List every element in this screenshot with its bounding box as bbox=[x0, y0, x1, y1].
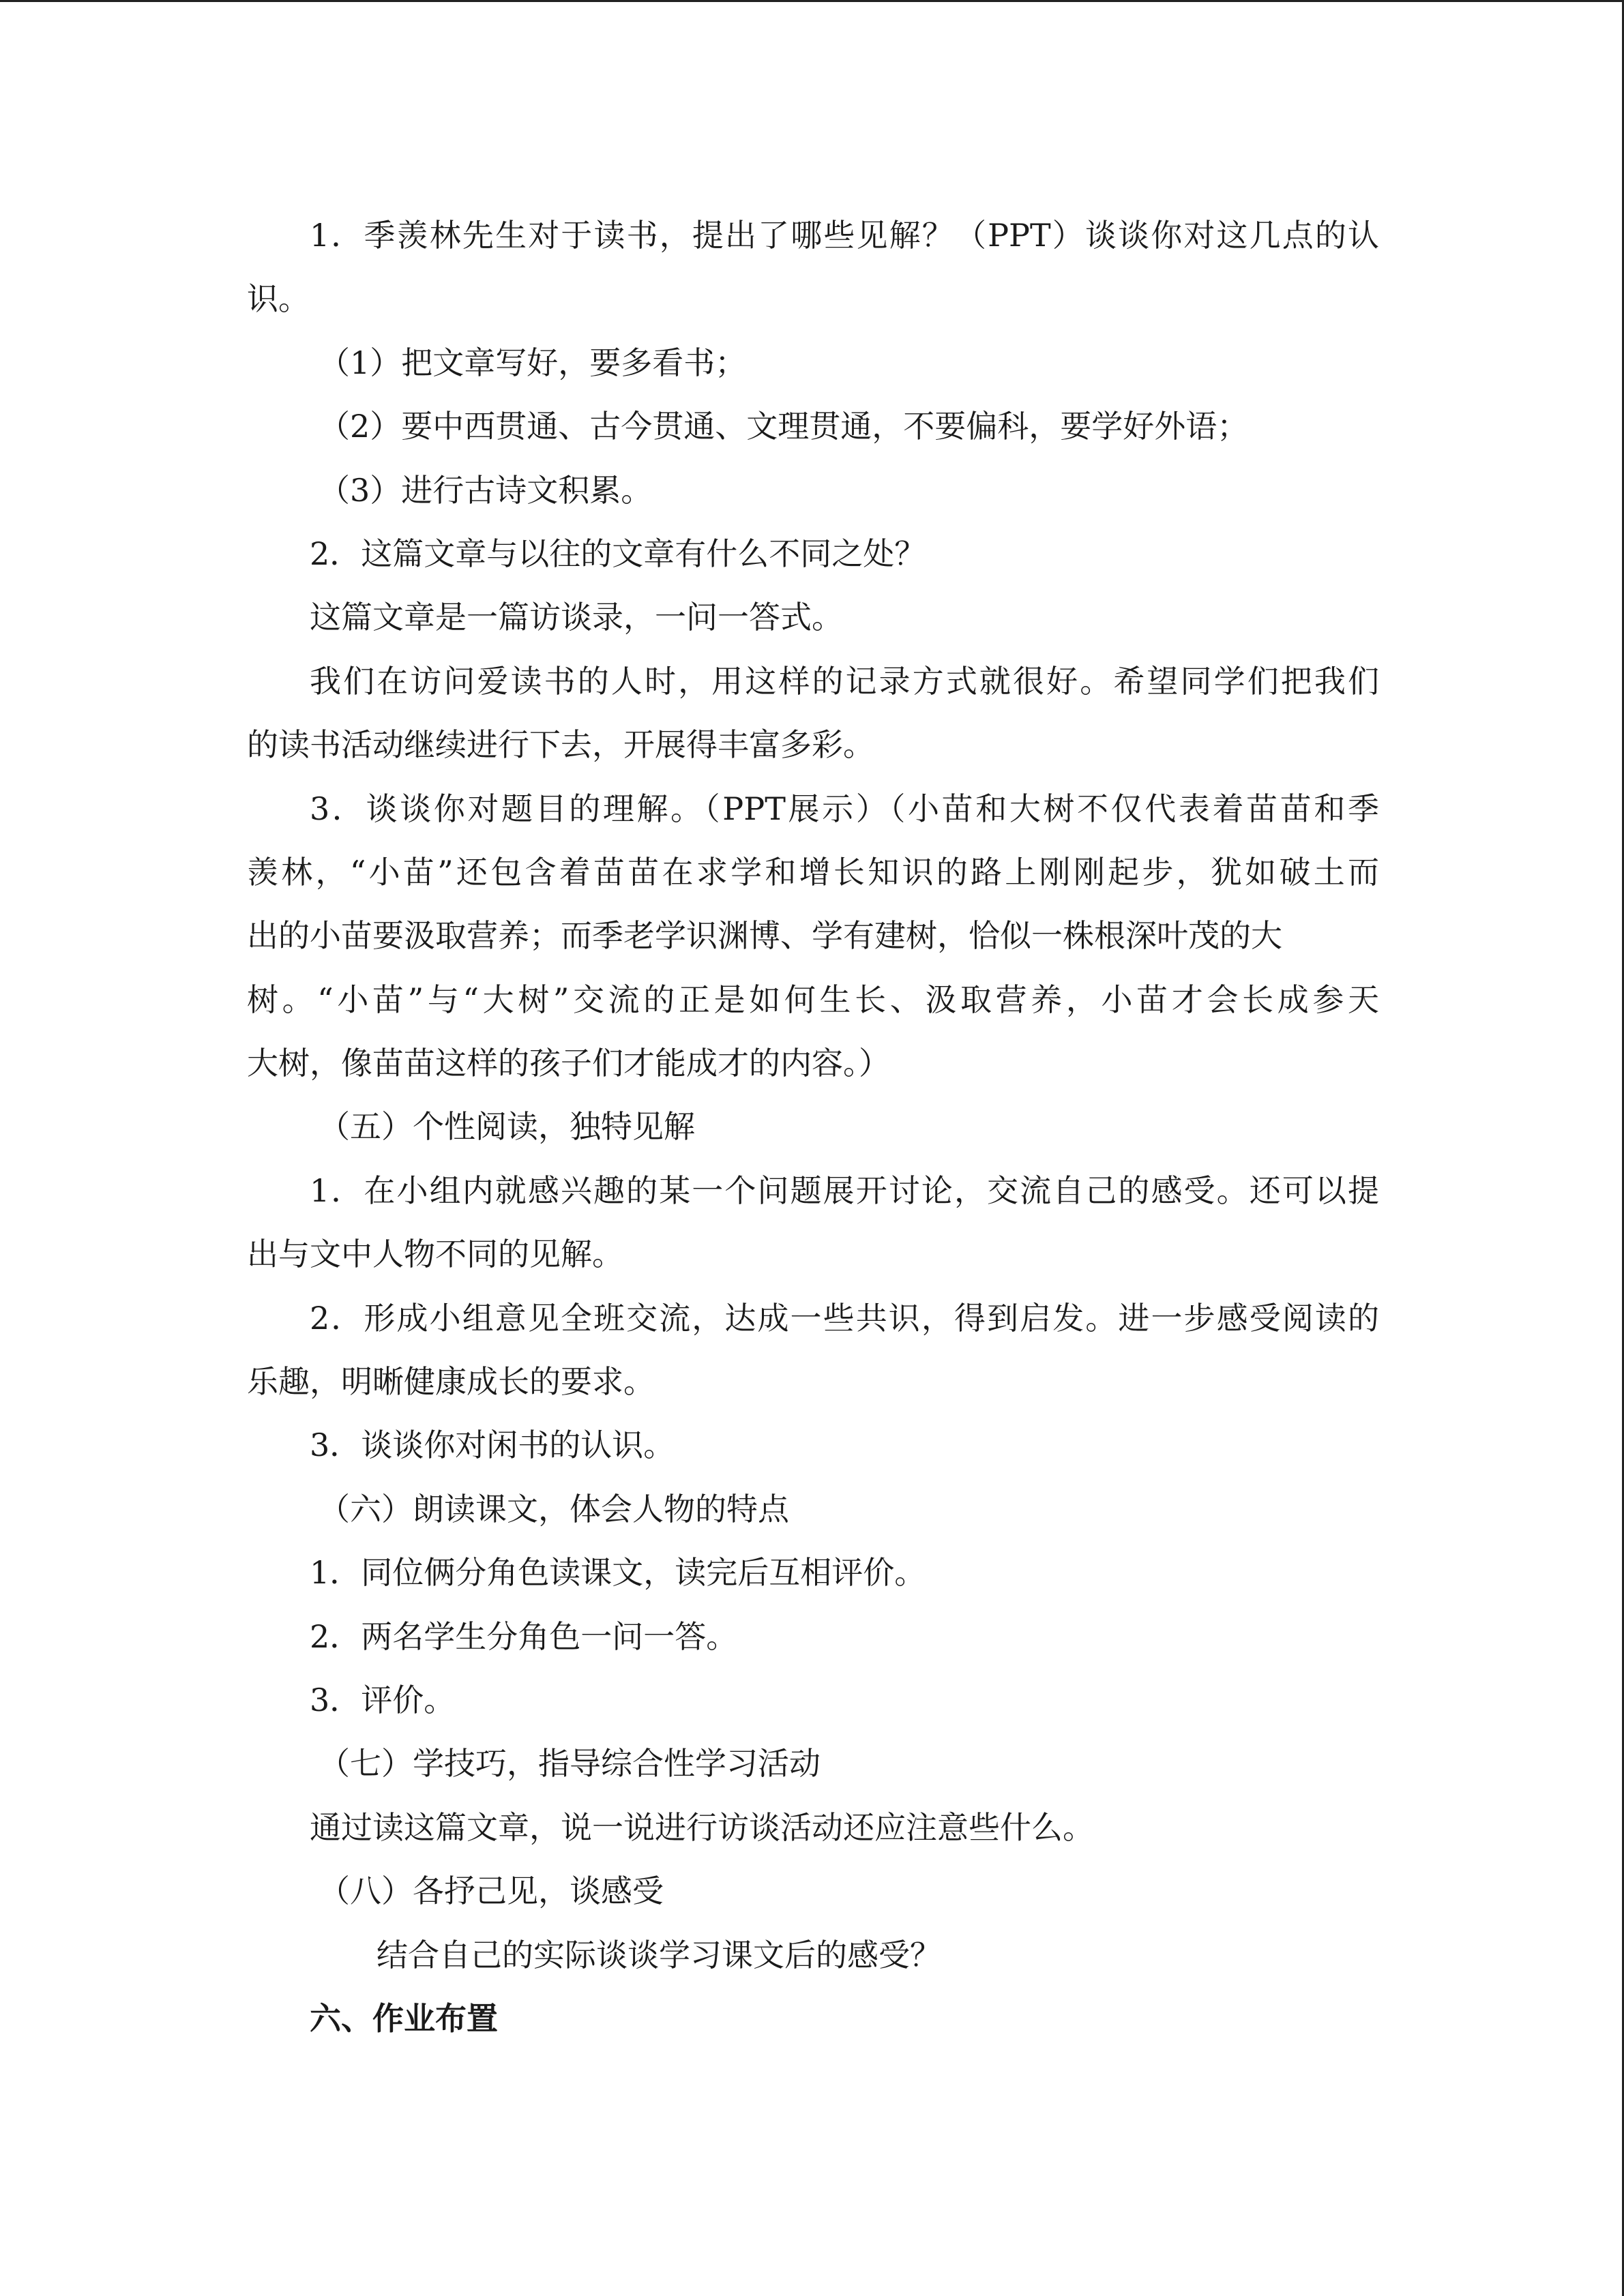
text-line: 这篇文章是一篇访谈录，一问一答式。 bbox=[310, 599, 843, 636]
text-line: 2．形成小组意见全班交流，达成一些共识，得到启发。进一步感受阅读的 bbox=[310, 1299, 1379, 1337]
text-line: 结合自己的实际谈谈学习课文后的感受？ bbox=[377, 1936, 941, 1973]
text-line: 2．两名学生分角色一问一答。 bbox=[310, 1617, 738, 1655]
document-body bbox=[247, 204, 1379, 2051]
text-line: 1．季羡林先生对于读书，提出了哪些见解？（PPT）谈谈你对这几点的认 bbox=[310, 217, 1379, 254]
text-line: 1．在小组内就感兴趣的某一个问题展开讨论，交流自己的感受。还可以提 bbox=[310, 1172, 1379, 1209]
text-line: 羡林，“小苗”还包含着苗苗在求学和增长知识的路上刚刚起步，犹如破土而 bbox=[247, 853, 1379, 891]
text-line: 出与文中人物不同的见解。 bbox=[247, 1236, 623, 1273]
text-line: （八）各抒己见，谈感受 bbox=[319, 1873, 664, 1910]
text-line: （七）学技巧，指导综合性学习活动 bbox=[319, 1745, 821, 1783]
section-heading: 六、作业布置 bbox=[310, 1999, 498, 2037]
text-line: （2）要中西贯通、古今贯通、文理贯通，不要偏科，要学好外语； bbox=[319, 408, 1249, 445]
text-line: 3．谈谈你对题目的理解。（PPT展示）（小苗和大树不仅代表着苗苗和季 bbox=[310, 790, 1379, 827]
text-line: 3．评价。 bbox=[310, 1681, 456, 1718]
text-line: （3）进行古诗文积累。 bbox=[319, 471, 653, 509]
text-line: （六）朗读课文，体会人物的特点 bbox=[319, 1490, 789, 1527]
text-line: 乐趣，明晰健康成长的要求。 bbox=[247, 1363, 655, 1401]
text-line: 树。“小苗”与“大树”交流的正是如何生长、汲取营养，小苗才会长成参天 bbox=[247, 981, 1379, 1018]
text-line: 3．谈谈你对闲书的认识。 bbox=[310, 1427, 675, 1464]
text-line: 的读书活动继续进行下去，开展得丰富多彩。 bbox=[247, 726, 874, 764]
text-line: 1．同位俩分角色读课文，读完后互相评价。 bbox=[310, 1554, 926, 1592]
text-line: 通过读这篇文章，说一说进行访谈活动还应注意些什么。 bbox=[310, 1808, 1094, 1846]
text-line: 大树，像苗苗这样的孩子们才能成才的内容。） bbox=[247, 1045, 890, 1082]
text-line: 2．这篇文章与以往的文章有什么不同之处？ bbox=[310, 535, 926, 572]
text-line: （五）个性阅读，独特见解 bbox=[319, 1108, 695, 1146]
text-line: 出的小苗要汲取营养；而季老学识渊博、学有建树，恰似一株根深叶茂的大 bbox=[247, 917, 1282, 955]
text-line: 我们在访问爱读书的人时，用这样的记录方式就很好。希望同学们把我们 bbox=[310, 662, 1379, 700]
text-line: （1）把文章写好，要多看书； bbox=[319, 344, 747, 381]
text-line: 识。 bbox=[247, 280, 310, 318]
